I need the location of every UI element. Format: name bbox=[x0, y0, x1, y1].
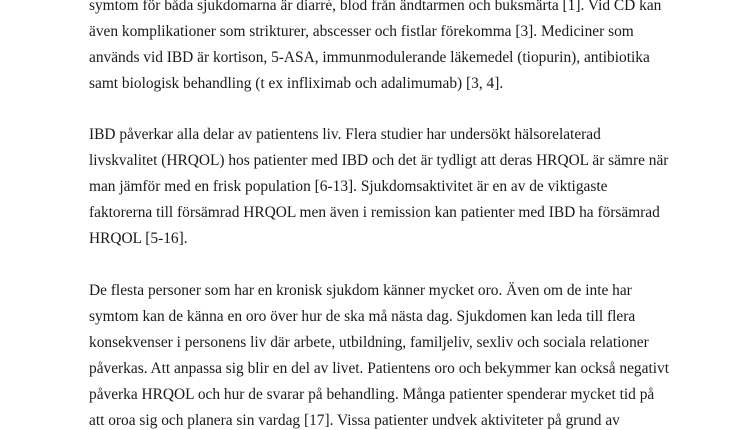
text-line: symtom för båda sjukdomarna är diarré, blod från ändtarmen och buksmärta [1]. Vid CD kan bbox=[89, 0, 662, 14]
text-line: även komplikationer som strikturer, abscesser och fistlar förekomma [3]. Mediciner som bbox=[89, 23, 634, 40]
text-line: symtom kan de känna en oro över hur de ska må nästa dag. Sjukdomen kan leda till flera bbox=[89, 308, 636, 325]
text-line: IBD påverkar alla delar av patientens liv. Flera studier har undersökt hälsorelaterad bbox=[89, 126, 601, 143]
text-line: samt biologisk behandling (t ex infliximab och adalimumab) [3, 4]. bbox=[89, 75, 504, 92]
text-line: att oroa sig och planera sin vardag [17]. Vissa patienter undvek aktiviteter på grund av bbox=[89, 412, 620, 429]
text-line: används vid IBD är kortison, 5-ASA, immunmodulerande läkemedel (tiopurin), antibiotika bbox=[89, 49, 650, 66]
text-line: De flesta personer som har en kronisk sjukdom känner mycket oro. Även om de inte har bbox=[89, 282, 632, 299]
text-line: påverkas. Att anpassa sig blir en del av livet. Patientens oro och bekymmer kan också negativt bbox=[89, 360, 669, 377]
text-line: man jämför med en frisk population [6-13]. Sjukdomsaktivitet är en av de viktigaste bbox=[89, 178, 608, 195]
text-line: HRQOL [5-16]. bbox=[89, 230, 188, 247]
text-line: konsekvenser i personens liv där arbete, utbildning, familjeliv, sexliv och sociala relationer bbox=[89, 334, 649, 351]
text-line: påverka HRQOL och hur de svarar på behandling. Många patienter spenderar mycket tid på bbox=[89, 386, 655, 403]
text-line: faktorerna till försämrad HRQOL men även i remission kan patienter med IBD ha försämrad bbox=[89, 204, 660, 221]
text-line: livskvalitet (HRQOL) hos patienter med IBD och det är tydligt att deras HRQOL är sämre när bbox=[89, 152, 669, 169]
